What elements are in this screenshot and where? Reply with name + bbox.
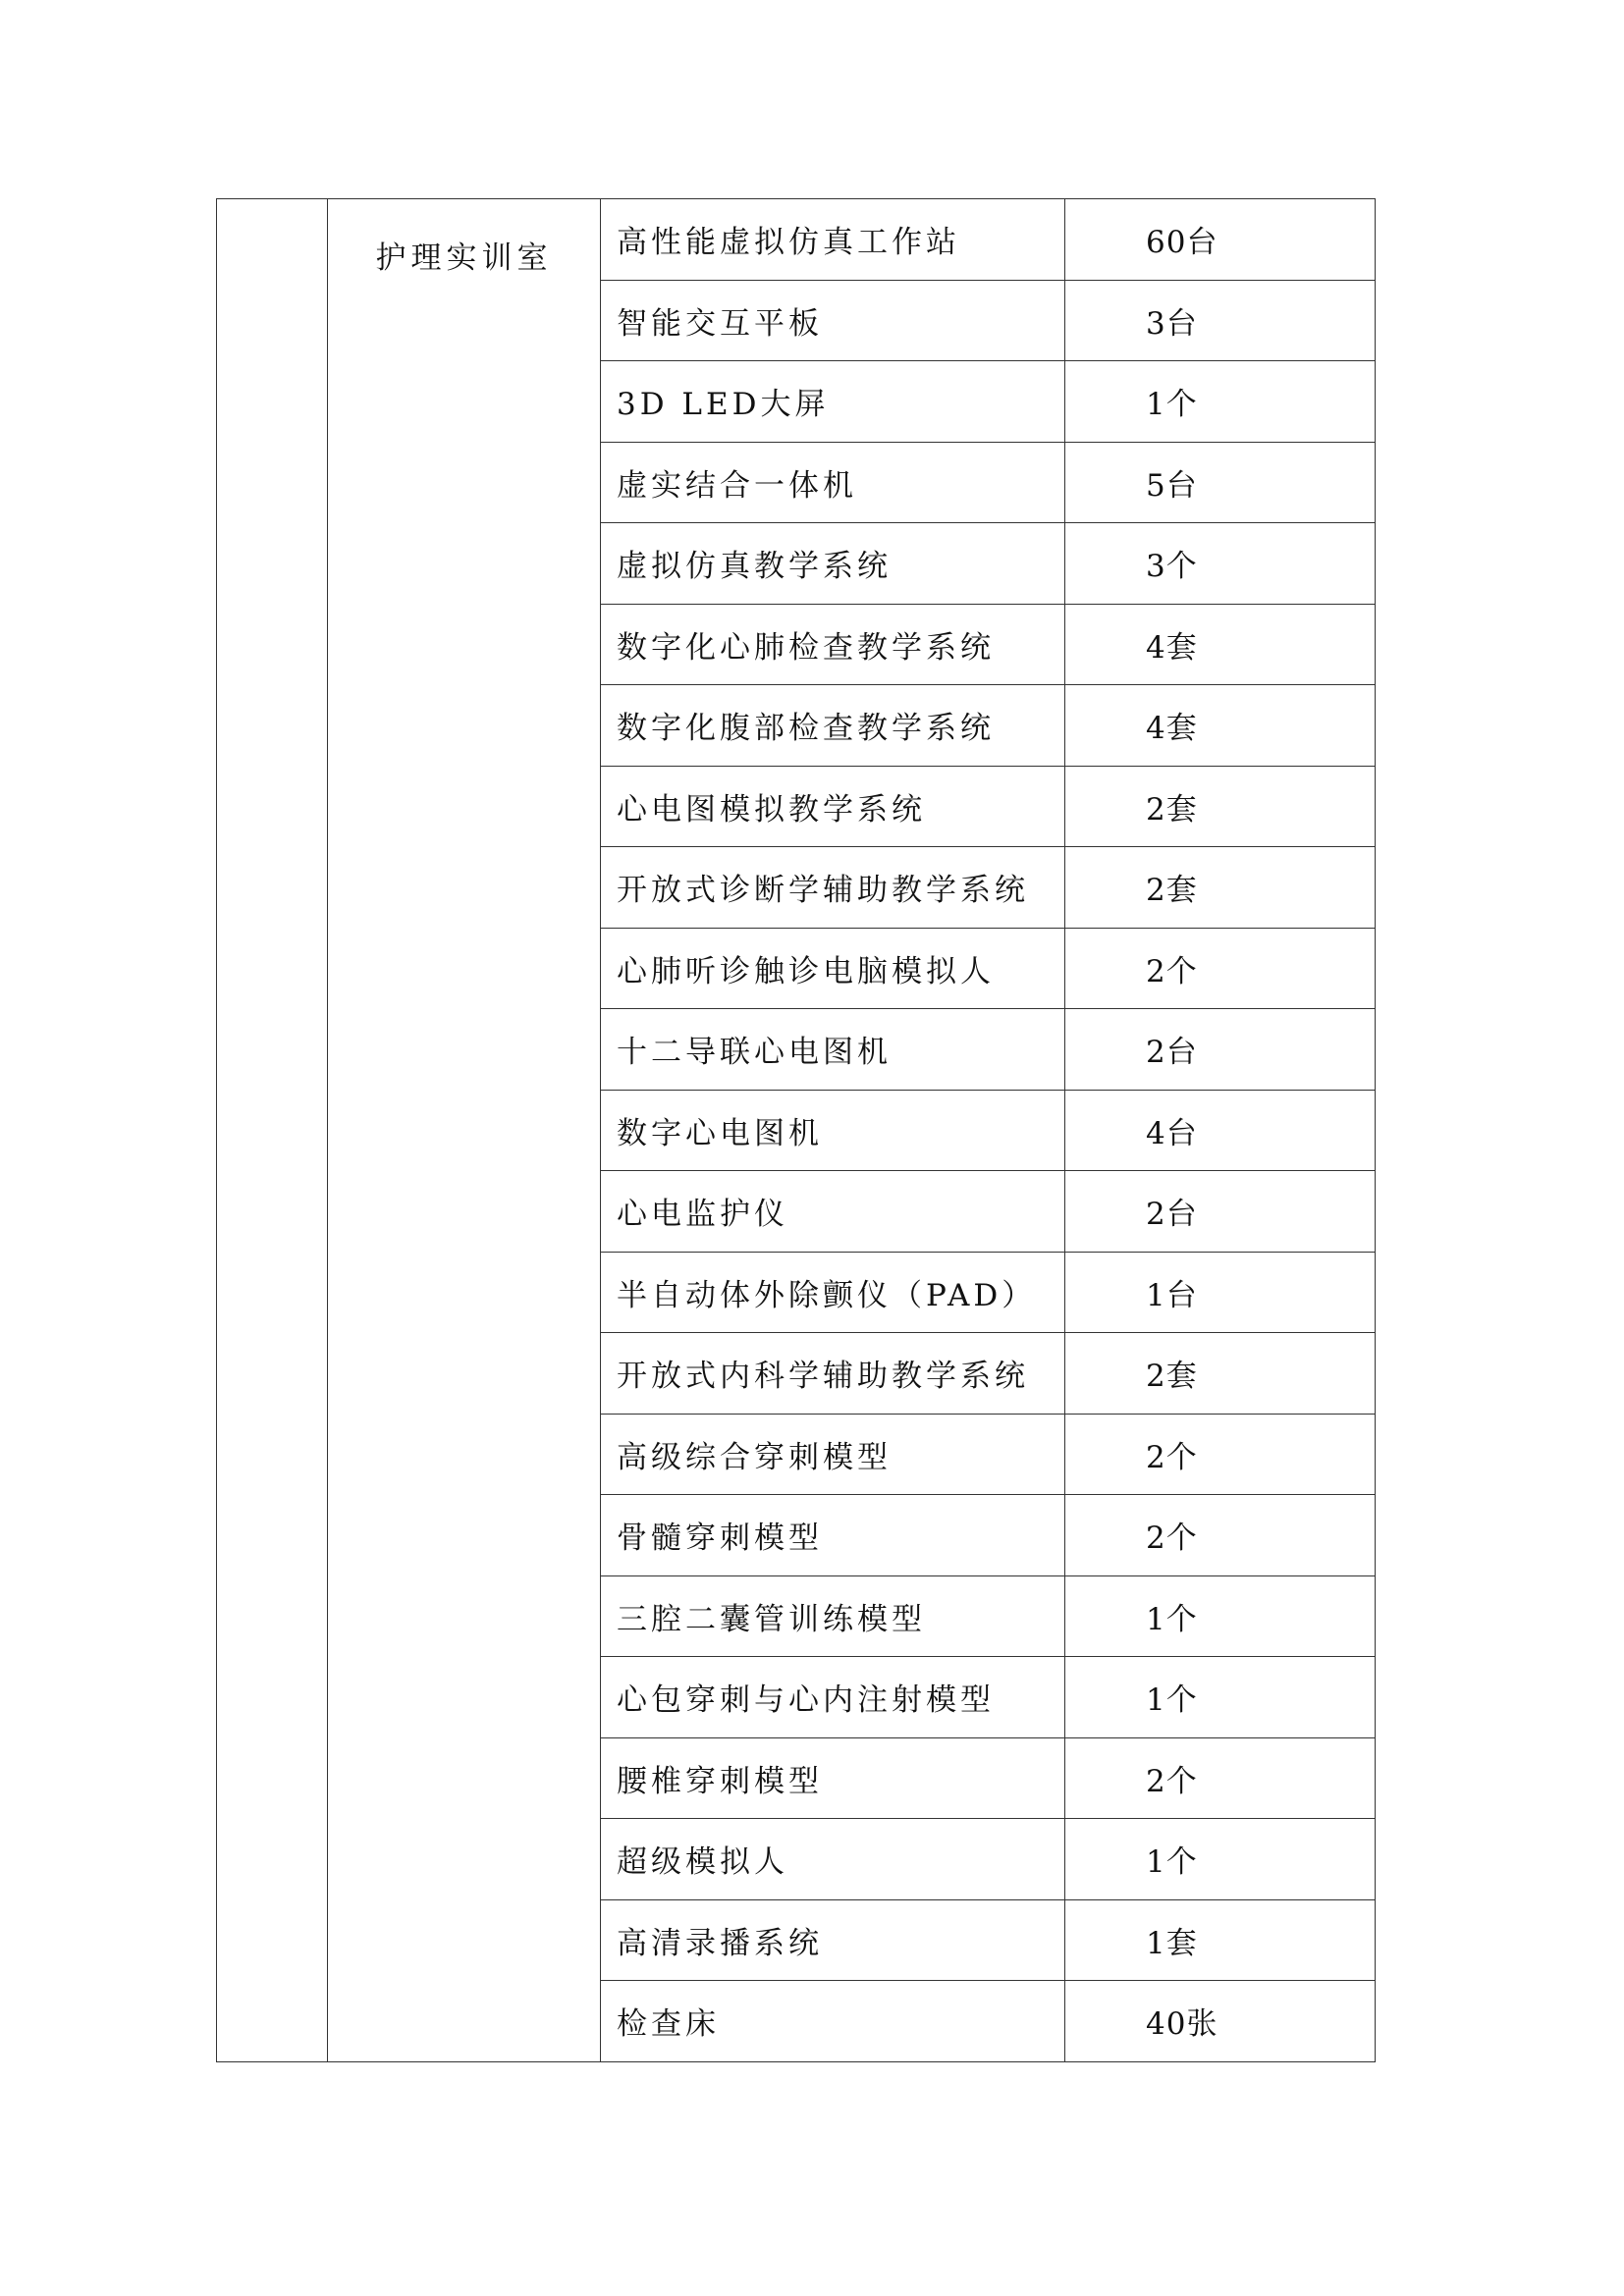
table-row (217, 199, 1376, 281)
item-quantity: 2套 (1065, 766, 1376, 847)
item-quantity: 40张 (1065, 1981, 1376, 2062)
item-name: 虚实结合一体机 (601, 442, 1065, 523)
item-name: 十二导联心电图机 (601, 1009, 1065, 1091)
item-name: 数字化心肺检查教学系统 (601, 604, 1065, 685)
item-quantity: 2套 (1065, 847, 1376, 929)
item-name: 腰椎穿刺模型 (601, 1737, 1065, 1819)
item-quantity: 2套 (1065, 1333, 1376, 1415)
item-quantity: 1个 (1065, 1657, 1376, 1738)
item-quantity: 4台 (1065, 1090, 1376, 1171)
item-name: 数字化腹部检查教学系统 (601, 685, 1065, 767)
item-name: 检查床 (601, 1981, 1065, 2062)
item-quantity: 1个 (1065, 361, 1376, 443)
item-name: 三腔二囊管训练模型 (601, 1575, 1065, 1657)
equipment-table (216, 198, 1376, 2062)
item-name: 高性能虚拟仿真工作站 (601, 199, 1065, 281)
item-name: 半自动体外除颤仪（PAD） (601, 1252, 1065, 1333)
item-quantity: 2台 (1065, 1009, 1376, 1091)
item-name: 高级综合穿刺模型 (601, 1414, 1065, 1495)
item-name: 虚拟仿真教学系统 (601, 523, 1065, 605)
item-quantity: 5台 (1065, 442, 1376, 523)
item-name: 骨髓穿刺模型 (601, 1495, 1065, 1576)
item-name: 心电监护仪 (601, 1171, 1065, 1253)
empty-index-cell (217, 199, 328, 2062)
room-name: 护理实训室 (375, 240, 553, 276)
item-quantity: 3台 (1065, 280, 1376, 361)
item-quantity: 1个 (1065, 1575, 1376, 1657)
item-name: 心包穿刺与心内注射模型 (601, 1657, 1065, 1738)
item-quantity: 2个 (1065, 1414, 1376, 1495)
item-name: 心电图模拟教学系统 (601, 766, 1065, 847)
item-quantity: 3个 (1065, 523, 1376, 605)
item-quantity: 1套 (1065, 1899, 1376, 1981)
item-name: 心肺听诊触诊电脑模拟人 (601, 928, 1065, 1009)
item-name: 开放式内科学辅助教学系统 (601, 1333, 1065, 1415)
item-quantity: 1台 (1065, 1252, 1376, 1333)
item-name: 3D LED大屏 (601, 361, 1065, 443)
table-body (217, 199, 1376, 2062)
item-name: 超级模拟人 (601, 1819, 1065, 1900)
item-quantity: 2个 (1065, 928, 1376, 1009)
item-quantity: 2个 (1065, 1495, 1376, 1576)
item-quantity: 1个 (1065, 1819, 1376, 1900)
item-name: 高清录播系统 (601, 1899, 1065, 1981)
item-quantity: 60台 (1065, 199, 1376, 281)
item-quantity: 2台 (1065, 1171, 1376, 1253)
item-quantity: 2个 (1065, 1737, 1376, 1819)
item-quantity: 4套 (1065, 604, 1376, 685)
room-cell (328, 199, 601, 2062)
item-name: 数字心电图机 (601, 1090, 1065, 1171)
item-quantity: 4套 (1065, 685, 1376, 767)
item-name: 开放式诊断学辅助教学系统 (601, 847, 1065, 929)
item-name: 智能交互平板 (601, 280, 1065, 361)
